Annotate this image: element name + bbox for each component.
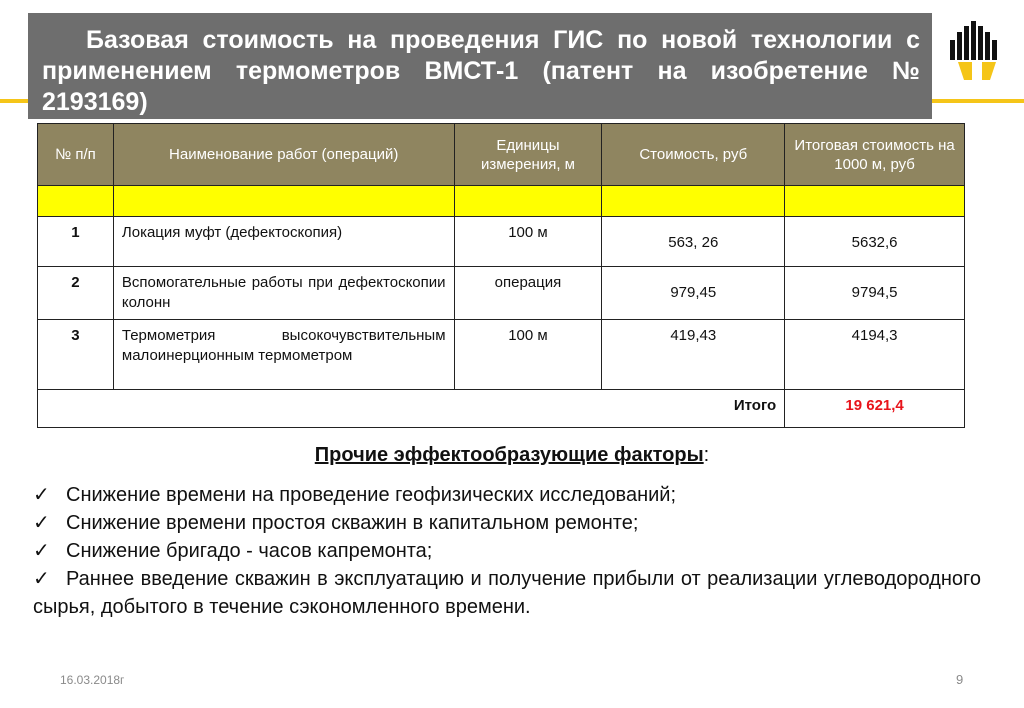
table-row [38, 320, 965, 390]
row-num: 2 [38, 267, 114, 320]
factor-text: Раннее введение скважин в эксплуатацию и получение прибыли от реализации углеводородного сырья, добытого в течение сэкономленного времени. [33, 568, 981, 618]
row-cost: 979,45 [602, 267, 785, 320]
checkmark-icon: ✓ [33, 540, 50, 562]
table-header-row [38, 124, 965, 186]
total-value: 19 621,4 [785, 390, 965, 428]
page-number: 9 [956, 672, 964, 687]
title-banner [28, 13, 932, 119]
header-total: Итоговая стоимость на 1000 м, руб [785, 124, 965, 186]
list-item [33, 481, 981, 509]
page-title: Базовая стоимость на проведения ГИС по новой технологии с применением термометров ВМСТ-1 (патент на изобретение № 2193169) [42, 26, 920, 116]
factor-text: Снижение бригадо - часов капремонта; [66, 540, 433, 562]
table-row [38, 267, 965, 320]
row-name: Вспомогательные работы при дефектоскопии колонн [113, 267, 454, 320]
row-unit: 100 м [454, 217, 602, 267]
table-row [38, 217, 965, 267]
row-total: 5632,6 [785, 217, 965, 267]
factors-list [33, 481, 981, 621]
total-label: Итого [38, 390, 785, 428]
factors-heading [0, 444, 1024, 467]
list-item [33, 565, 981, 621]
row-name: Термометрия высокочувствительным малоинерционным термометром [113, 320, 454, 390]
list-item [33, 509, 981, 537]
row-num: 3 [38, 320, 114, 390]
cost-table [37, 123, 965, 428]
row-total: 9794,5 [785, 267, 965, 320]
header-num: № п/п [38, 124, 114, 186]
header-unit: Единицы измерения, м [454, 124, 602, 186]
footer-date: 16.03.2018г [60, 673, 125, 687]
row-name: Локация муфт (дефектоскопия) [113, 217, 454, 267]
highlight-row [38, 186, 965, 217]
row-num: 1 [38, 217, 114, 267]
row-total: 4194,3 [785, 320, 965, 390]
factors-heading-text: Прочие эффектообразующие факторы [314, 444, 704, 466]
factors-heading-colon: : [703, 444, 710, 466]
list-item [33, 537, 981, 565]
checkmark-icon: ✓ [33, 568, 50, 590]
factor-text: Снижение времени на проведение геофизических исследований; [66, 484, 677, 506]
checkmark-icon: ✓ [33, 512, 50, 534]
header-name: Наименование работ (операций) [113, 124, 454, 186]
company-logo-icon [946, 18, 1008, 82]
row-cost: 563, 26 [602, 217, 785, 267]
checkmark-icon: ✓ [33, 484, 50, 506]
factor-text: Снижение времени простоя скважин в капитальном ремонте; [66, 512, 639, 534]
row-unit: операция [454, 267, 602, 320]
total-row [38, 390, 965, 428]
header-cost: Стоимость, руб [602, 124, 785, 186]
row-cost: 419,43 [602, 320, 785, 390]
row-unit: 100 м [454, 320, 602, 390]
